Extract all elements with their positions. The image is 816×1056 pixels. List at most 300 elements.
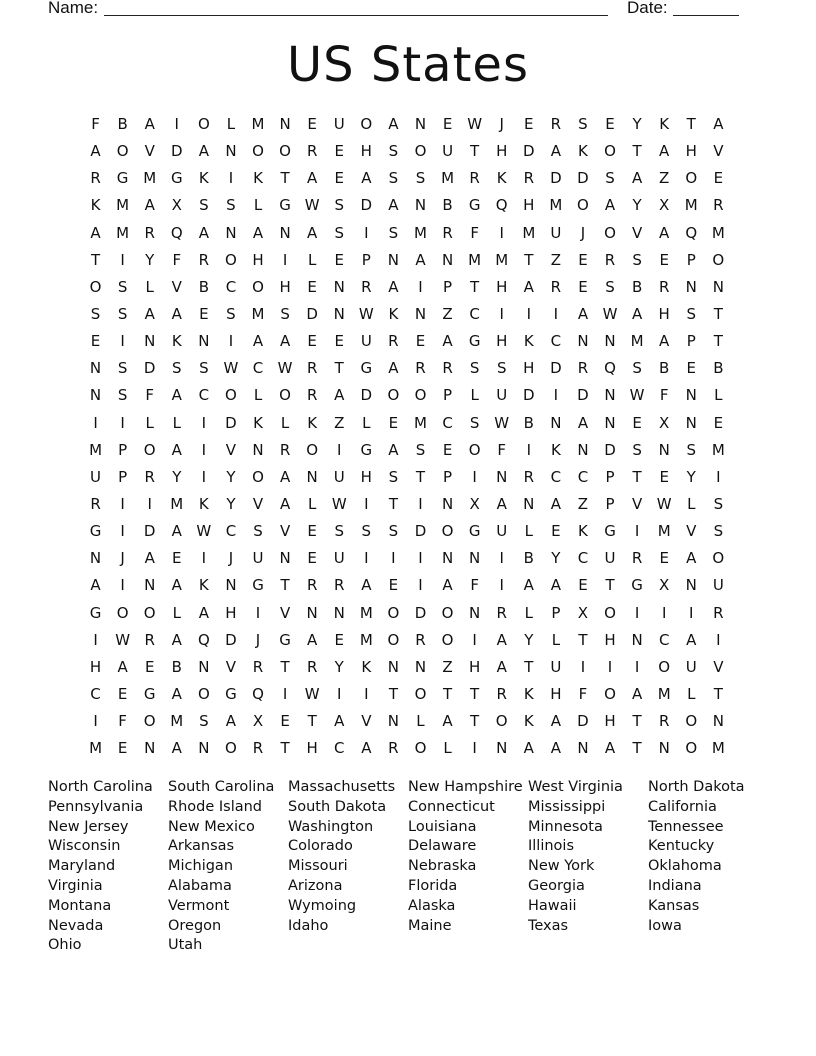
word-list-item: Alabama <box>168 877 232 894</box>
grid-letter: S <box>605 277 615 296</box>
grid-letter: R <box>415 630 426 649</box>
grid-letter: Y <box>226 494 236 513</box>
grid-letter: S <box>117 304 128 323</box>
grid-letter: O <box>414 739 427 758</box>
name-label: Name: <box>48 0 99 17</box>
grid-letter: H <box>523 359 535 378</box>
word-list-item: Maine <box>408 917 452 934</box>
grid-letter: F <box>470 223 479 242</box>
grid-letter: I <box>634 522 640 541</box>
grid-row <box>82 464 732 491</box>
grid-letter: I <box>201 549 207 568</box>
grid-letter: B <box>117 115 128 133</box>
grid-letter: X <box>659 413 670 432</box>
grid-letter: B <box>631 277 643 296</box>
grid-letter: P <box>686 332 696 351</box>
word-list-item: Texas <box>528 917 569 934</box>
grid-letter: K <box>90 196 101 215</box>
grid-letter: O <box>441 603 454 622</box>
word-list-item: Delaware <box>408 838 477 855</box>
grid-letter: K <box>253 169 263 188</box>
word-list-item: North Carolina <box>48 779 153 795</box>
grid-letter: I <box>201 413 207 432</box>
grid-letter: G <box>468 196 481 215</box>
grid-letter: R <box>306 386 318 405</box>
grid-letter: H <box>550 684 562 703</box>
grid-letter: P <box>118 440 128 459</box>
grid-letter: I <box>607 657 613 676</box>
grid-letter: K <box>171 332 182 351</box>
grid-letter: M <box>711 223 725 242</box>
grid-letter: A <box>334 386 345 405</box>
grid-letter: I <box>364 494 369 513</box>
word-list-item: Nebraska <box>408 858 477 875</box>
grid-row <box>82 247 732 274</box>
grid-letter: O <box>225 250 237 269</box>
grid-letter: D <box>306 304 318 323</box>
grid-letter: A <box>90 142 101 161</box>
grid-letter: T <box>280 739 290 758</box>
grid-letter: M <box>711 440 725 459</box>
grid-letter: I <box>418 576 423 595</box>
grid-letter: A <box>442 576 453 595</box>
grid-letter: N <box>414 196 427 215</box>
grid-letter: A <box>523 739 534 758</box>
grid-letter: I <box>418 549 423 568</box>
grid-letter: W <box>656 494 672 513</box>
grid-letter: W <box>602 304 618 323</box>
grid-letter: O <box>143 440 156 459</box>
word-list-item: Kentucky <box>648 838 715 855</box>
grid-letter: O <box>387 386 400 405</box>
grid-letter: A <box>713 115 724 133</box>
word-list-item: Nevada <box>48 917 104 934</box>
grid-letter: P <box>361 250 371 269</box>
grid-letter: O <box>279 142 291 161</box>
grid-letter: N <box>225 223 237 242</box>
grid-letter: I <box>499 576 504 595</box>
grid-letter: R <box>577 359 589 378</box>
grid-letter: D <box>577 712 589 731</box>
grid-letter: E <box>280 712 290 731</box>
grid-letter: K <box>198 494 209 513</box>
grid-letter: W <box>358 304 374 323</box>
grid-letter: A <box>523 576 534 595</box>
header-line <box>48 0 748 19</box>
grid-letter: Z <box>442 304 453 323</box>
grid-letter: E <box>388 576 399 595</box>
word-list-item: Tennessee <box>648 818 724 835</box>
grid-letter: R <box>198 250 210 269</box>
grid-letter: R <box>550 115 562 133</box>
grid-letter: V <box>713 657 724 676</box>
grid-letter: G <box>279 196 291 215</box>
grid-letter: E <box>415 332 426 351</box>
grid-letter: A <box>496 657 507 676</box>
grid-letter: O <box>360 115 373 133</box>
grid-letter: K <box>388 304 399 323</box>
grid-letter: E <box>90 332 101 351</box>
grid-letter: H <box>523 196 535 215</box>
grid-letter: S <box>469 359 480 378</box>
grid-letter: Y <box>172 467 182 486</box>
grid-letter: D <box>143 522 156 541</box>
grid-letter: D <box>225 413 237 432</box>
grid-letter: E <box>578 576 588 595</box>
grid-letter: I <box>93 630 98 649</box>
grid-letter: O <box>712 250 725 269</box>
grid-letter: O <box>604 603 616 622</box>
grid-letter: P <box>443 467 453 486</box>
grid-letter: L <box>551 630 561 649</box>
word-list-item: Oregon <box>168 917 222 934</box>
grid-letter: N <box>225 576 237 595</box>
grid-letter: W <box>304 196 320 215</box>
grid-letter: M <box>89 739 103 758</box>
grid-letter: G <box>143 684 156 703</box>
grid-letter: N <box>441 494 454 513</box>
grid-letter: S <box>496 359 507 378</box>
grid-letter: A <box>631 684 643 703</box>
grid-letter: A <box>144 196 155 215</box>
grid-letter: E <box>307 549 317 568</box>
grid-letter: X <box>252 712 264 731</box>
grid-letter: O <box>414 386 427 405</box>
grid-letter: U <box>442 142 454 161</box>
grid-letter: I <box>499 304 504 323</box>
grid-letter: R <box>604 250 616 269</box>
grid-letter: R <box>523 169 534 188</box>
grid-letter: E <box>659 467 669 486</box>
grid-letter: S <box>686 440 697 459</box>
grid-letter: U <box>360 332 372 351</box>
grid-letter: A <box>659 223 670 242</box>
grid-letter: L <box>253 196 263 215</box>
grid-letter: N <box>469 603 481 622</box>
grid-row <box>82 410 732 437</box>
grid-letter: A <box>171 739 182 758</box>
grid-letter: E <box>117 684 128 703</box>
grid-letter: I <box>201 467 207 486</box>
grid-letter: O <box>197 115 210 133</box>
grid-letter: S <box>334 196 344 215</box>
grid-letter: A <box>171 522 182 541</box>
grid-letter: T <box>415 467 426 486</box>
grid-letter: G <box>360 359 373 378</box>
grid-letter: O <box>387 630 400 649</box>
grid-letter: I <box>120 413 125 432</box>
grid-letter: U <box>712 576 724 595</box>
grid-letter: S <box>388 169 399 188</box>
grid-letter: N <box>685 413 697 432</box>
grid-letter: O <box>89 277 102 296</box>
grid-letter: O <box>604 684 616 703</box>
grid-letter: A <box>442 712 453 731</box>
grid-letter: S <box>90 304 101 323</box>
grid-letter: S <box>632 250 642 269</box>
grid-letter: L <box>687 494 696 513</box>
grid-letter: H <box>496 142 508 161</box>
grid-letter: F <box>659 386 669 405</box>
grid-letter: I <box>716 630 721 649</box>
grid-row <box>82 654 732 681</box>
grid-letter: N <box>306 467 318 486</box>
grid-letter: N <box>523 494 535 513</box>
grid-letter: A <box>171 386 182 405</box>
grid-letter: R <box>713 196 724 215</box>
grid-letter: U <box>333 549 345 568</box>
grid-letter: E <box>307 277 317 296</box>
grid-letter: T <box>632 142 642 161</box>
grid-letter: Y <box>632 115 642 133</box>
word-list-item: Virginia <box>48 877 103 894</box>
grid-letter: I <box>391 549 396 568</box>
grid-letter: E <box>117 739 128 758</box>
grid-letter: E <box>334 332 344 351</box>
grid-letter: N <box>387 712 400 731</box>
grid-letter: V <box>252 494 264 513</box>
grid-letter: A <box>659 142 670 161</box>
grid-letter: E <box>686 359 696 378</box>
grid-letter: N <box>441 549 454 568</box>
grid-letter: R <box>306 657 318 676</box>
grid-letter: D <box>414 603 427 622</box>
grid-letter: C <box>198 386 210 405</box>
grid-row <box>82 681 732 708</box>
word-list-item: Washington <box>288 818 374 835</box>
grid-letter: T <box>632 467 642 486</box>
grid-letter: I <box>716 467 721 486</box>
grid-letter: I <box>93 413 98 432</box>
grid-letter: R <box>144 467 155 486</box>
grid-letter: G <box>89 603 102 622</box>
grid-letter: I <box>634 603 640 622</box>
grid-letter: N <box>496 739 508 758</box>
grid-letter: I <box>689 603 694 622</box>
grid-row <box>82 274 732 301</box>
grid-row <box>82 192 732 219</box>
grid-letter: T <box>470 684 480 703</box>
letter-grid <box>82 111 732 762</box>
grid-letter: W <box>196 522 212 541</box>
grid-letter: R <box>90 169 101 188</box>
grid-letter: X <box>469 494 480 513</box>
grid-letter: U <box>90 467 102 486</box>
grid-row <box>82 165 732 192</box>
grid-letter: C <box>577 467 589 486</box>
grid-letter: C <box>550 332 562 351</box>
grid-letter: N <box>198 657 210 676</box>
grid-row <box>82 627 732 654</box>
grid-letter: Z <box>442 657 453 676</box>
word-list-item: Maryland <box>48 858 116 875</box>
grid-letter: A <box>496 494 507 513</box>
word-list-item: Georgia <box>528 877 585 894</box>
grid-letter: F <box>578 684 588 703</box>
grid-row <box>82 138 732 165</box>
grid-letter: K <box>578 142 588 161</box>
grid-letter: W <box>467 115 483 133</box>
grid-letter: W <box>277 359 293 378</box>
grid-letter: N <box>604 386 616 405</box>
grid-letter: S <box>117 359 128 378</box>
grid-letter: G <box>360 440 373 459</box>
grid-letter: B <box>442 196 453 215</box>
grid-letter: X <box>659 196 670 215</box>
grid-row <box>82 735 732 762</box>
word-list-item: Mississippi <box>528 798 606 815</box>
grid-letter: R <box>306 576 318 595</box>
grid-letter: T <box>470 142 480 161</box>
grid-letter: A <box>252 332 264 351</box>
grid-letter: M <box>468 250 482 269</box>
grid-letter: O <box>252 467 264 486</box>
grid-letter: A <box>198 142 209 161</box>
grid-letter: L <box>687 684 696 703</box>
grid-letter: S <box>199 359 209 378</box>
grid-letter: I <box>526 440 531 459</box>
grid-letter: O <box>387 603 400 622</box>
grid-letter: A <box>550 739 561 758</box>
grid-letter: V <box>361 712 372 731</box>
grid-letter: N <box>469 549 481 568</box>
grid-letter: Y <box>334 657 344 676</box>
word-list-item: New York <box>528 858 595 875</box>
grid-letter: O <box>116 603 129 622</box>
grid-letter: V <box>686 522 697 541</box>
grid-letter: E <box>524 115 534 133</box>
grid-letter: K <box>523 684 534 703</box>
grid-letter: G <box>604 522 616 541</box>
grid-letter: M <box>630 332 644 351</box>
grid-letter: T <box>280 576 290 595</box>
word-column <box>648 778 768 956</box>
grid-letter: J <box>228 549 234 568</box>
grid-letter: J <box>580 223 586 242</box>
grid-letter: A <box>550 576 561 595</box>
grid-letter: A <box>198 223 209 242</box>
grid-letter: I <box>228 332 234 351</box>
word-list-item: Pennsylvania <box>48 798 144 815</box>
grid-letter: O <box>658 657 671 676</box>
grid-letter: A <box>171 440 182 459</box>
grid-letter: D <box>550 359 562 378</box>
grid-letter: I <box>580 657 586 676</box>
grid-letter: M <box>414 223 427 242</box>
word-list <box>48 778 768 956</box>
word-list-item: Michigan <box>168 858 234 875</box>
grid-letter: R <box>442 223 453 242</box>
grid-letter: P <box>443 386 453 405</box>
grid-row <box>82 491 732 518</box>
word-column <box>48 778 168 956</box>
grid-letter: A <box>279 467 291 486</box>
grid-letter: A <box>659 332 670 351</box>
grid-letter: L <box>145 277 154 296</box>
grid-letter: U <box>333 115 345 133</box>
grid-row <box>82 545 732 572</box>
grid-letter: O <box>685 169 698 188</box>
word-list-item: West Virginia <box>528 779 623 795</box>
grid-letter: N <box>225 142 237 161</box>
grid-letter: D <box>550 169 562 188</box>
grid-letter: T <box>442 684 453 703</box>
grid-letter: X <box>171 196 182 215</box>
grid-letter: I <box>282 684 288 703</box>
grid-letter: N <box>279 115 291 133</box>
grid-letter: E <box>307 115 317 133</box>
grid-letter: T <box>280 169 290 188</box>
grid-letter: O <box>143 712 156 731</box>
grid-letter: N <box>604 413 616 432</box>
grid-letter: A <box>171 630 182 649</box>
grid-letter: A <box>279 332 291 351</box>
grid-letter: A <box>388 359 399 378</box>
grid-letter: W <box>223 359 239 378</box>
grid-row <box>82 708 732 735</box>
word-list-item: Wymoing <box>288 897 357 914</box>
grid-letter: G <box>468 332 481 351</box>
grid-letter: U <box>685 657 697 676</box>
word-list-item: Rhode Island <box>168 798 263 815</box>
grid-letter: E <box>578 250 588 269</box>
word-list-item: Louisiana <box>408 818 477 835</box>
grid-letter: P <box>686 250 696 269</box>
grid-letter: O <box>197 684 210 703</box>
grid-letter: T <box>388 684 398 703</box>
grid-letter: Y <box>524 630 534 649</box>
grid-letter: O <box>279 386 291 405</box>
grid-letter: U <box>550 223 562 242</box>
word-list-item: Florida <box>408 877 458 894</box>
word-list-item: Hawaii <box>528 897 577 914</box>
grid-letter: T <box>280 657 290 676</box>
word-list-item: Colorado <box>288 838 353 855</box>
grid-letter: E <box>334 630 344 649</box>
grid-letter: I <box>418 494 423 513</box>
grid-letter: F <box>91 115 100 133</box>
grid-letter: S <box>415 440 426 459</box>
grid-letter: O <box>495 712 508 731</box>
grid-letter: N <box>89 359 102 378</box>
grid-letter: S <box>469 413 480 432</box>
grid-letter: I <box>337 440 342 459</box>
grid-letter: E <box>578 277 588 296</box>
grid-row <box>82 382 732 409</box>
grid-letter: O <box>414 684 427 703</box>
grid-letter: O <box>685 739 698 758</box>
grid-letter: A <box>523 277 534 296</box>
word-list-item: South Dakota <box>288 798 387 815</box>
grid-letter: A <box>388 115 399 133</box>
grid-letter: S <box>388 142 399 161</box>
grid-letter: T <box>470 277 480 296</box>
grid-letter: I <box>201 440 207 459</box>
grid-letter: I <box>120 576 125 595</box>
grid-letter: Q <box>170 223 183 242</box>
grid-letter: A <box>90 576 101 595</box>
grid-letter: R <box>469 169 480 188</box>
grid-letter: G <box>468 522 481 541</box>
grid-letter: S <box>388 522 399 541</box>
grid-letter: K <box>523 712 534 731</box>
grid-letter: I <box>472 630 477 649</box>
grid-letter: P <box>605 494 615 513</box>
grid-letter: N <box>414 657 427 676</box>
grid-letter: L <box>524 603 533 622</box>
grid-letter: N <box>198 739 210 758</box>
grid-letter: A <box>307 223 318 242</box>
